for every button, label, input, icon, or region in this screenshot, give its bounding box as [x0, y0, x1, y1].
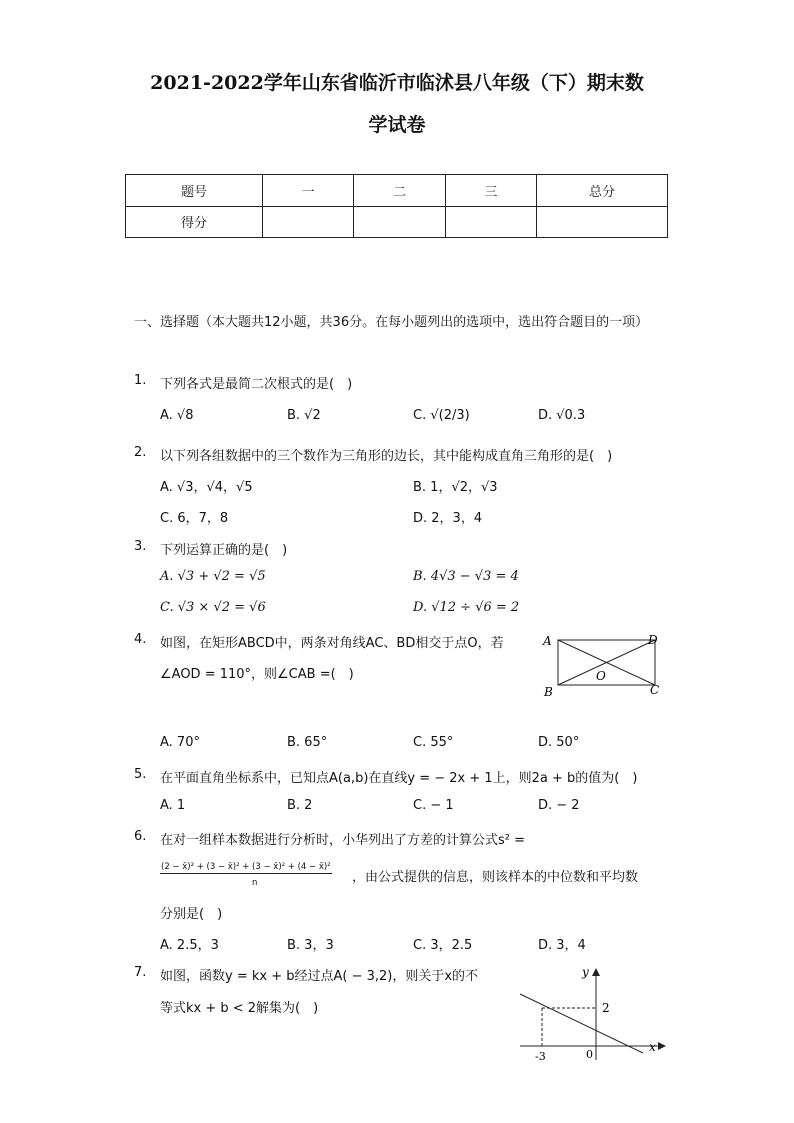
option-a: A. √8	[160, 408, 194, 423]
option-d: D. 2，3，4	[413, 511, 483, 526]
score-table-header-row	[126, 175, 668, 207]
section-header: 一、选择题（本大题共12小题，共36分。在每小题列出的选项中，选出符合题目的一项）	[134, 315, 649, 330]
y-axis-arrow	[592, 968, 600, 976]
option-d: D. 50°	[538, 735, 580, 750]
label-x: x	[649, 1040, 656, 1054]
x-axis-arrow	[658, 1042, 666, 1050]
variance-formula-numerator: (2 − x̄)² + (3 − x̄)² + (3 − x̄)² + (4 − x̄)²	[161, 862, 331, 872]
label-c: C	[650, 683, 660, 697]
option-d: D. 3，4	[538, 938, 586, 953]
header-cell: 三	[446, 175, 537, 207]
header-cell: 一	[263, 175, 354, 207]
score-cell[interactable]	[537, 206, 668, 238]
question-text-line1: 在对一组样本数据进行分析时，小华列出了方差的计算公式s² =	[160, 833, 526, 848]
score-cell[interactable]	[446, 206, 537, 238]
option-b: B. 3，3	[287, 938, 334, 953]
option-c: C. 3，2.5	[413, 938, 473, 953]
score-cell[interactable]	[263, 206, 354, 238]
question-text: 下列各式是最简二次根式的是( )	[160, 377, 353, 392]
option-b: B. 2	[287, 798, 313, 813]
label-y: y	[582, 965, 589, 979]
label-b: B	[544, 685, 553, 699]
score-table	[125, 174, 668, 238]
score-cell[interactable]	[354, 206, 446, 238]
header-cell: 二	[354, 175, 446, 207]
question-text: 以下列各组数据中的三个数作为三角形的边长，其中能构成直角三角形的是( )	[160, 449, 613, 464]
function-line	[520, 994, 643, 1053]
question-number: 6.	[134, 829, 147, 844]
option-a: A. 1	[160, 798, 186, 813]
option-a: A. √3 + √2 = √5	[160, 569, 266, 584]
question-number: 1.	[134, 373, 147, 388]
question-text-line2: ∠AOD = 110°，则∠CAB =( )	[160, 667, 354, 682]
question-text-line2: ，由公式提供的信息，则该样本的中位数和平均数	[352, 870, 639, 885]
score-table-score-row	[126, 206, 668, 238]
question-number: 2.	[134, 445, 147, 460]
option-c: C. √3 × √2 = √6	[160, 600, 266, 615]
question-text-line3: 分别是( )	[160, 907, 223, 922]
label-a: A	[543, 634, 552, 648]
option-d: D. − 2	[538, 798, 580, 813]
option-c: C. 6，7，8	[160, 511, 229, 526]
question-text: 在平面直角坐标系中，已知点A(a,b)在直线y = − 2x + 1上，则2a + b的值为( )	[160, 771, 638, 786]
option-c: C. − 1	[413, 798, 454, 813]
option-c: C. √(2/3)	[413, 408, 470, 423]
label-neg3: -3	[535, 1050, 546, 1063]
question-text-line1: 如图，在矩形ABCD中，两条对角线AC、BD相交于点O，若	[160, 636, 504, 651]
question-number: 3.	[134, 539, 147, 554]
label-origin: 0	[586, 1048, 593, 1061]
page-title-line1: 2021-2022学年山东省临沂市临沭县八年级（下）期末数	[150, 72, 644, 94]
label-o: O	[596, 669, 606, 683]
question-text-line1: 如图，函数y = kx + b经过点A( − 3,2)，则关于x的不	[160, 969, 479, 984]
question-text: 下列运算正确的是( )	[160, 543, 288, 558]
option-b: B. 1，√2，√3	[413, 480, 498, 495]
question-number: 5.	[134, 767, 147, 782]
option-d: D. √0.3	[538, 408, 586, 423]
linear-function-graph	[510, 960, 670, 1065]
question-text-line2: 等式kx + b < 2解集为( )	[160, 1001, 319, 1016]
option-a: A. 2.5，3	[160, 938, 219, 953]
label-2: 2	[602, 1001, 610, 1015]
row-label: 得分	[126, 206, 263, 238]
label-d: D	[648, 633, 658, 647]
header-cell: 题号	[126, 175, 263, 207]
question-number: 4.	[134, 632, 147, 647]
option-a: A. √3，√4，√5	[160, 480, 253, 495]
page-title-line2: 学试卷	[368, 114, 426, 136]
option-b: B. √2	[287, 408, 321, 423]
rectangle-figure	[538, 628, 668, 700]
option-b: B. 4√3 − √3 = 4	[413, 569, 519, 584]
option-b: B. 65°	[287, 735, 328, 750]
variance-formula-denominator: n	[252, 878, 258, 888]
header-cell: 总分	[537, 175, 668, 207]
option-a: A. 70°	[160, 735, 200, 750]
question-number: 7.	[134, 965, 147, 980]
option-c: C. 55°	[413, 735, 454, 750]
option-d: D. √12 ÷ √6 = 2	[413, 600, 520, 615]
